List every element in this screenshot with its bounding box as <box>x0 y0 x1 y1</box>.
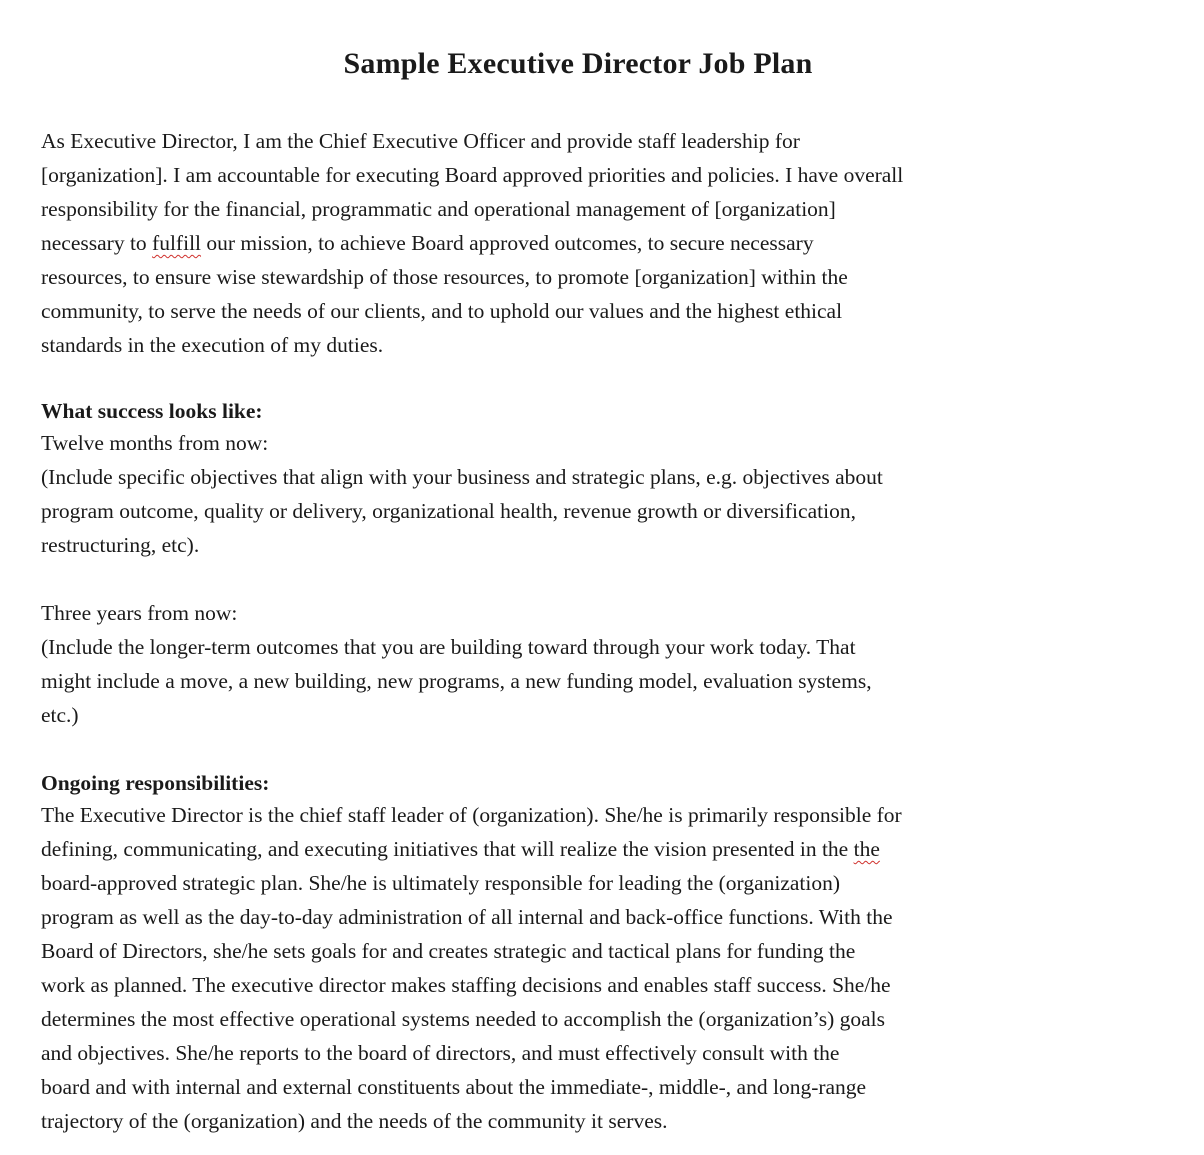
paragraph-line: board and with internal and external constituents about the immediate-, middle-, and long-range <box>41 1075 867 1099</box>
intro-line: community, to serve the needs of our clients, and to uphold our values and the highest ethical <box>41 299 843 323</box>
success-section <box>41 396 1121 562</box>
section-heading: What success looks like: <box>41 399 263 423</box>
paragraph-line: etc.) <box>41 703 79 727</box>
intro-line: [organization]. I am accountable for executing Board approved priorities and policies. I have overall <box>41 163 904 187</box>
paragraph-line: (Include specific objectives that align with your business and strategic plans, e.g. objectives about <box>41 465 883 489</box>
paragraph-line: might include a move, a new building, new programs, a new funding model, evaluation systems, <box>41 669 872 693</box>
section-heading: Ongoing responsibilities: <box>41 771 270 795</box>
document-title: Sample Executive Director Job Plan <box>343 47 813 80</box>
paragraph-line: program as well as the day-to-day administration of all internal and back-office functions. With the <box>41 905 893 929</box>
paragraph-line: and objectives. She/he reports to the board of directors, and must effectively consult with the <box>41 1041 840 1065</box>
intro-paragraph <box>41 124 1121 362</box>
paragraph-line: board-approved strategic plan. She/he is ultimately responsible for leading the (organization) <box>41 871 841 895</box>
misspelled-word[interactable]: fulfill <box>152 231 202 255</box>
intro-line <box>41 226 1121 260</box>
paragraph-line: restructuring, etc). <box>41 533 200 557</box>
repeated-word[interactable]: the <box>853 837 880 861</box>
paragraph-line: (Include the longer-term outcomes that you are building toward through your work today. That <box>41 635 856 659</box>
paragraph-line-start: defining, communicating, and executing initiatives that will realize the vision presented in the <box>41 837 854 861</box>
subsection-label: Three years from now: <box>41 601 238 625</box>
intro-line: As Executive Director, I am the Chief Executive Officer and provide staff leadership for <box>41 129 800 153</box>
three-years-section <box>41 596 1121 732</box>
intro-line-end: our mission, to achieve Board approved outcomes, to secure necessary <box>201 231 814 255</box>
paragraph-line: The Executive Director is the chief staff leader of (organization). She/he is primarily responsible for <box>41 803 902 827</box>
paragraph-line: Board of Directors, she/he sets goals for and creates strategic and tactical plans for funding the <box>41 939 856 963</box>
intro-line: responsibility for the financial, programmatic and operational management of [organization] <box>41 197 836 221</box>
paragraph-line: work as planned. The executive director makes staffing decisions and enables staff success. She/he <box>41 973 891 997</box>
intro-line: standards in the execution of my duties. <box>41 333 384 357</box>
paragraph-line: trajectory of the (organization) and the needs of the community it serves. <box>41 1109 668 1133</box>
paragraph-line: program outcome, quality or delivery, organizational health, revenue growth or diversification, <box>41 499 856 523</box>
ongoing-section <box>41 768 1121 1138</box>
subsection-label: Twelve months from now: <box>41 431 269 455</box>
intro-line-start: necessary to <box>41 231 153 255</box>
intro-line: resources, to ensure wise stewardship of those resources, to promote [organization] within the <box>41 265 848 289</box>
paragraph-line <box>41 832 1121 866</box>
paragraph-line: determines the most effective operational systems needed to accomplish the (organization’s) goals <box>41 1007 886 1031</box>
